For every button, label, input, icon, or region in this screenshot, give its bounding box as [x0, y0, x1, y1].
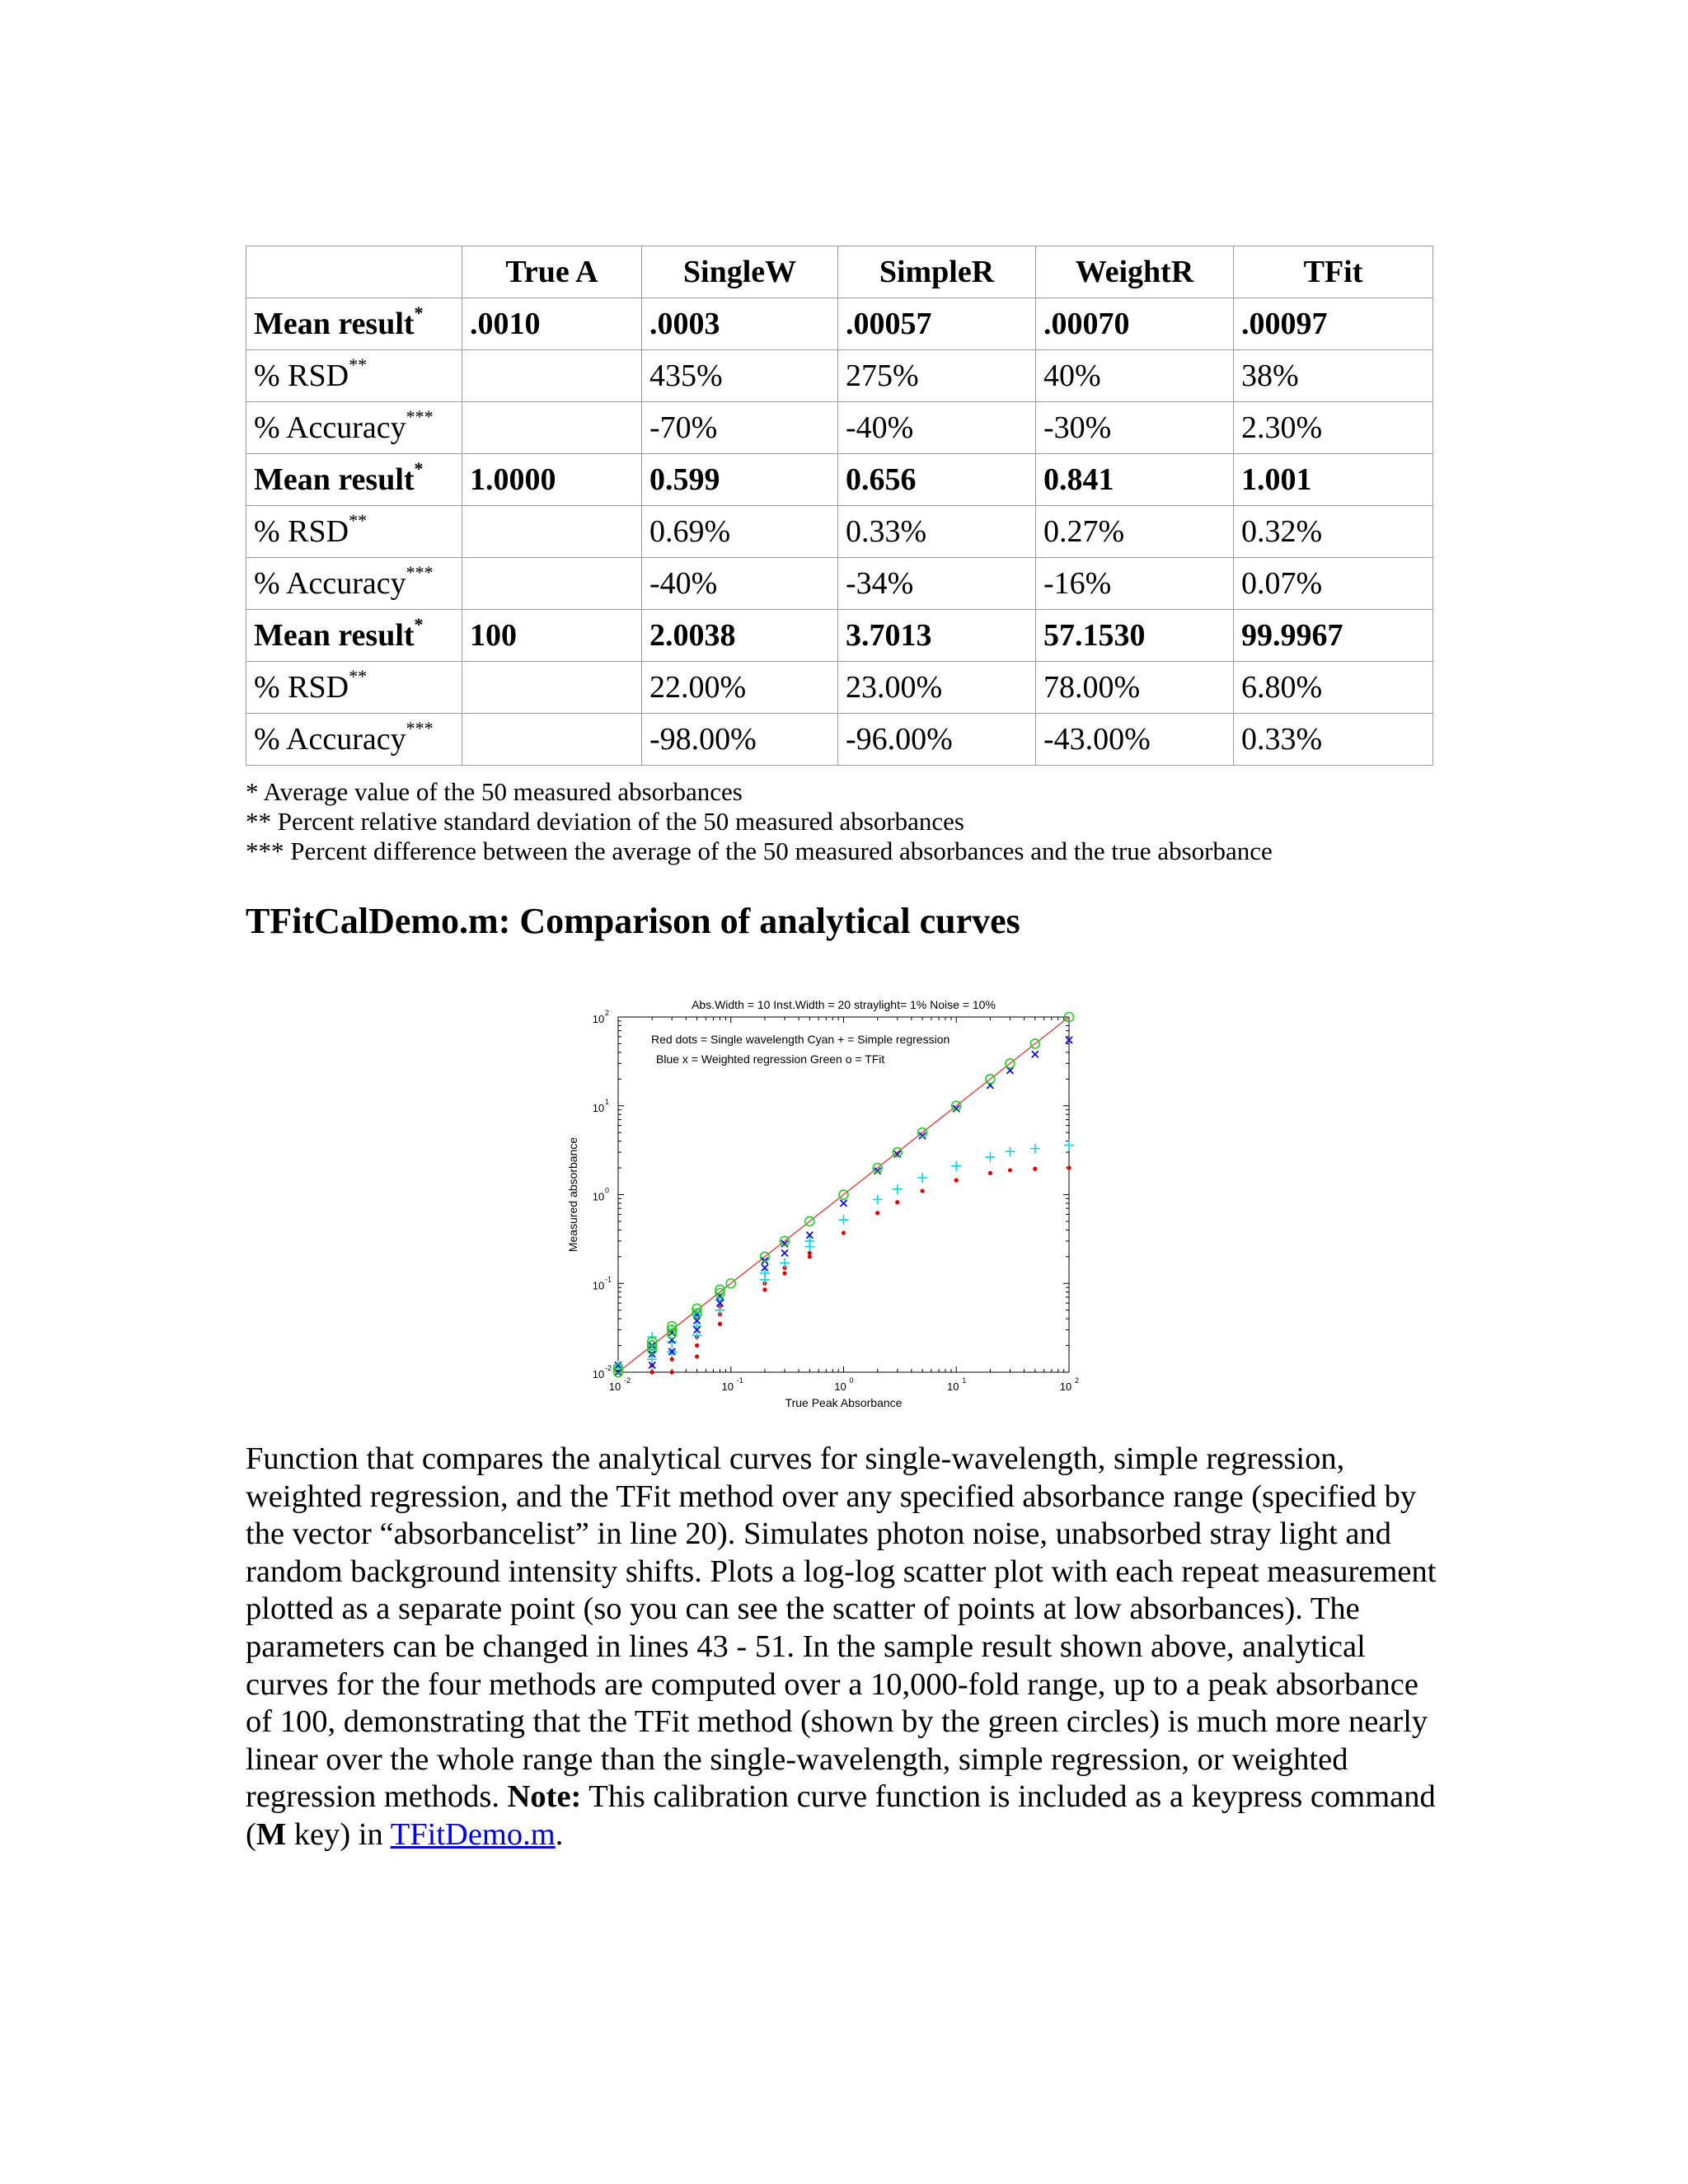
- footnote-mark: *: [414, 614, 424, 635]
- table-cell: 57.1530: [1036, 610, 1234, 662]
- table-cell: [462, 558, 642, 610]
- footnote: *** Percent difference between the average of the 50 measured absorbances and the true absorbance: [246, 837, 1273, 865]
- table-cell: -40%: [642, 558, 838, 610]
- y-tick-label: [593, 1009, 609, 1025]
- x-tick-exponent: 2: [1075, 1376, 1080, 1385]
- table-cell: 0.32%: [1234, 506, 1433, 558]
- table-cell: 2.0038: [642, 610, 838, 662]
- note-text-2: key) in: [286, 1816, 391, 1852]
- results-table: [246, 246, 1433, 766]
- table-cell: -96.00%: [838, 714, 1036, 766]
- data-point-dot: [842, 1230, 846, 1235]
- footnote-mark: ***: [406, 562, 434, 583]
- y-axis-label: Measured absorbance: [566, 1137, 579, 1253]
- x-tick-base: 10: [947, 1380, 959, 1393]
- table-cell: .00097: [1234, 298, 1433, 350]
- data-point-dot: [895, 1200, 899, 1204]
- footnote-mark: ***: [406, 406, 434, 428]
- x-tick-base: 10: [834, 1380, 846, 1393]
- table-cell: -43.00%: [1036, 714, 1234, 766]
- legend-line: Red dots = Single wavelength Cyan + = Simple regression: [651, 1033, 950, 1046]
- table-cell: 23.00%: [838, 662, 1036, 714]
- calibration-chart: [554, 982, 1098, 1419]
- row-label-text: % Accuracy: [254, 410, 406, 445]
- x-tick-label: [834, 1376, 853, 1393]
- table-cell: 0.33%: [838, 506, 1036, 558]
- row-label-text: Mean result: [254, 462, 415, 497]
- row-label: [246, 558, 462, 610]
- x-axis-label: True Peak Absorbance: [785, 1396, 903, 1409]
- y-tick-base: 10: [592, 1101, 605, 1114]
- row-label-text: Mean result: [254, 618, 415, 653]
- row-label-text: % RSD: [254, 514, 349, 549]
- y-tick-label: [593, 1275, 612, 1291]
- data-point-dot: [650, 1370, 654, 1374]
- data-point-dot: [1067, 1165, 1071, 1169]
- footnote: ** Percent relative standard deviation of the 50 measured absorbances: [246, 807, 964, 836]
- table-cell: -30%: [1036, 402, 1234, 454]
- description-paragraph: [246, 1441, 1449, 1854]
- header-cell: TFit: [1234, 246, 1433, 298]
- data-point-dot: [808, 1254, 812, 1258]
- table-cell: 22.00%: [642, 662, 838, 714]
- data-point-dot: [695, 1343, 699, 1347]
- data-point-dot: [875, 1211, 879, 1215]
- header-cell: [246, 246, 462, 298]
- table-cell: 0.33%: [1234, 714, 1433, 766]
- data-point-dot: [782, 1271, 786, 1275]
- table-cell: 435%: [642, 350, 838, 402]
- table-row: [246, 714, 1433, 766]
- table-cell: -98.00%: [642, 714, 838, 766]
- table-row: [246, 610, 1433, 662]
- table-cell: 1.001: [1234, 454, 1433, 506]
- table-cell: [462, 714, 642, 766]
- y-tick-base: 10: [592, 1190, 605, 1203]
- row-label: [246, 350, 462, 402]
- tfitdemo-link[interactable]: TFitDemo.m: [390, 1816, 556, 1852]
- row-label-text: % RSD: [254, 670, 349, 705]
- table-cell: [462, 350, 642, 402]
- data-point-dot: [988, 1171, 992, 1175]
- table-row: [246, 558, 1433, 610]
- data-point-dot: [718, 1322, 722, 1326]
- table-cell: 0.69%: [642, 506, 838, 558]
- paragraph-end: .: [555, 1816, 564, 1852]
- y-tick-base: 10: [592, 1279, 605, 1292]
- y-tick-label: [593, 1187, 609, 1203]
- table-row: [246, 402, 1433, 454]
- header-cell: WeightR: [1036, 246, 1234, 298]
- x-tick-label: [722, 1376, 743, 1393]
- data-point-dot: [954, 1179, 959, 1183]
- table-cell: 0.599: [642, 454, 838, 506]
- table-row: [246, 350, 1433, 402]
- table-cell: 1.0000: [462, 454, 642, 506]
- table-body: [246, 298, 1433, 766]
- table-cell: 275%: [838, 350, 1036, 402]
- table-cell: .00070: [1036, 298, 1234, 350]
- x-tick-base: 10: [608, 1380, 621, 1393]
- row-label: [246, 402, 462, 454]
- y-tick-label: [593, 1364, 612, 1380]
- header-cell: SingleW: [642, 246, 838, 298]
- table-row: [246, 506, 1433, 558]
- table-row: [246, 454, 1433, 506]
- x-tick-exponent: 0: [849, 1376, 854, 1385]
- row-label-text: % Accuracy: [254, 566, 406, 601]
- footnote-mark: *: [414, 458, 424, 480]
- y-tick-base: 10: [592, 1013, 605, 1025]
- x-tick-exponent: -1: [736, 1376, 743, 1385]
- x-tick-exponent: -2: [624, 1376, 631, 1385]
- y-tick-exponent: -2: [605, 1364, 612, 1372]
- note-text: This calibration curve function is included as a keypress command (: [246, 1779, 1436, 1852]
- table-cell: -16%: [1036, 558, 1234, 610]
- data-point-dot: [1008, 1168, 1012, 1172]
- table-cell: .0003: [642, 298, 838, 350]
- table-header-row: [246, 246, 1433, 298]
- row-label: [246, 454, 462, 506]
- table-footnotes: [246, 777, 1482, 866]
- row-label: [246, 506, 462, 558]
- table-cell: 6.80%: [1234, 662, 1433, 714]
- row-label: [246, 298, 462, 350]
- legend-line: Blue x = Weighted regression Green o = TFit: [656, 1052, 885, 1066]
- y-tick-exponent: 1: [605, 1097, 610, 1106]
- table-cell: .00057: [838, 298, 1036, 350]
- table-cell: .0010: [462, 298, 642, 350]
- table-cell: 40%: [1036, 350, 1234, 402]
- table-cell: [462, 506, 642, 558]
- table-cell: 99.9967: [1234, 610, 1433, 662]
- table-cell: -70%: [642, 402, 838, 454]
- x-tick-label: [947, 1376, 966, 1393]
- data-point-dot: [920, 1188, 924, 1193]
- table-cell: 2.30%: [1234, 402, 1433, 454]
- row-label: [246, 610, 462, 662]
- y-tick-base: 10: [592, 1368, 605, 1380]
- x-tick-label: [1060, 1376, 1079, 1393]
- x-tick-base: 10: [1059, 1380, 1072, 1393]
- header-cell: SimpleR: [838, 246, 1036, 298]
- data-point-dot: [695, 1354, 699, 1358]
- key-label: M: [256, 1816, 287, 1852]
- table-cell: [462, 402, 642, 454]
- description-text: Function that compares the analytical curves for single-wavelength, simple regression, weighted regression, and the TFit method over any specified absorbance range (specified by the vector “absorbancelist” in line 20). Simulates photon noise, unabsorbed stray light and random background intensity shifts. Plots a log-log scatter plot with each repeat measurement plotted as a separate point (so you can see the scatter of points at low absorbances). The parameters can be changed in lines 43 - 51. In the sample result shown above, analytical curves for the four methods are computed over a 10,000-fold range, up to a peak absorbance of 100, demonstrating that the TFit method (shown by the green circles) is much more nearly linear over the whole range than the single-wavelength, simple regression, or weighted regression methods.: [246, 1441, 1437, 1815]
- data-point-dot: [762, 1287, 767, 1291]
- y-tick-label: [593, 1098, 609, 1114]
- row-label: [246, 714, 462, 766]
- y-tick-exponent: 2: [605, 1009, 610, 1017]
- table-cell: [462, 662, 642, 714]
- row-label-text: % RSD: [254, 359, 349, 393]
- data-point-dot: [670, 1357, 674, 1361]
- chart-svg: [554, 982, 1098, 1419]
- data-point-dot: [670, 1370, 674, 1374]
- row-label: [246, 662, 462, 714]
- footnote-mark: **: [349, 510, 368, 532]
- table-cell: 0.656: [838, 454, 1036, 506]
- table-cell: 38%: [1234, 350, 1433, 402]
- row-label-text: % Accuracy: [254, 722, 406, 757]
- footnote-mark: **: [349, 354, 368, 376]
- table-cell: 0.07%: [1234, 558, 1433, 610]
- table-cell: 0.27%: [1036, 506, 1234, 558]
- header-cell: True A: [462, 246, 642, 298]
- row-label-text: Mean result: [254, 307, 415, 341]
- chart-title: Abs.Width = 10 Inst.Width = 20 straylight= 1% Noise = 10%: [692, 998, 996, 1011]
- data-point-dot: [1033, 1167, 1037, 1171]
- x-tick-base: 10: [721, 1380, 734, 1393]
- table-row: [246, 298, 1433, 350]
- section-heading: TFitCalDemo.m: Comparison of analytical curves: [246, 901, 1020, 941]
- x-tick-exponent: 1: [962, 1376, 967, 1385]
- y-tick-exponent: 0: [605, 1186, 610, 1195]
- table-cell: 0.841: [1036, 454, 1234, 506]
- footnote-mark: **: [349, 666, 368, 687]
- table-cell: -34%: [838, 558, 1036, 610]
- footnote-mark: *: [414, 302, 424, 324]
- y-tick-exponent: -1: [605, 1275, 612, 1284]
- table-row: [246, 662, 1433, 714]
- note-label: Note:: [507, 1779, 582, 1815]
- table-cell: 78.00%: [1036, 662, 1234, 714]
- table-cell: -40%: [838, 402, 1036, 454]
- table-cell: 3.7013: [838, 610, 1036, 662]
- table-cell: 100: [462, 610, 642, 662]
- footnote-mark: ***: [406, 718, 434, 739]
- x-tick-label: [609, 1376, 631, 1393]
- footnote: * Average value of the 50 measured absorbances: [246, 777, 743, 806]
